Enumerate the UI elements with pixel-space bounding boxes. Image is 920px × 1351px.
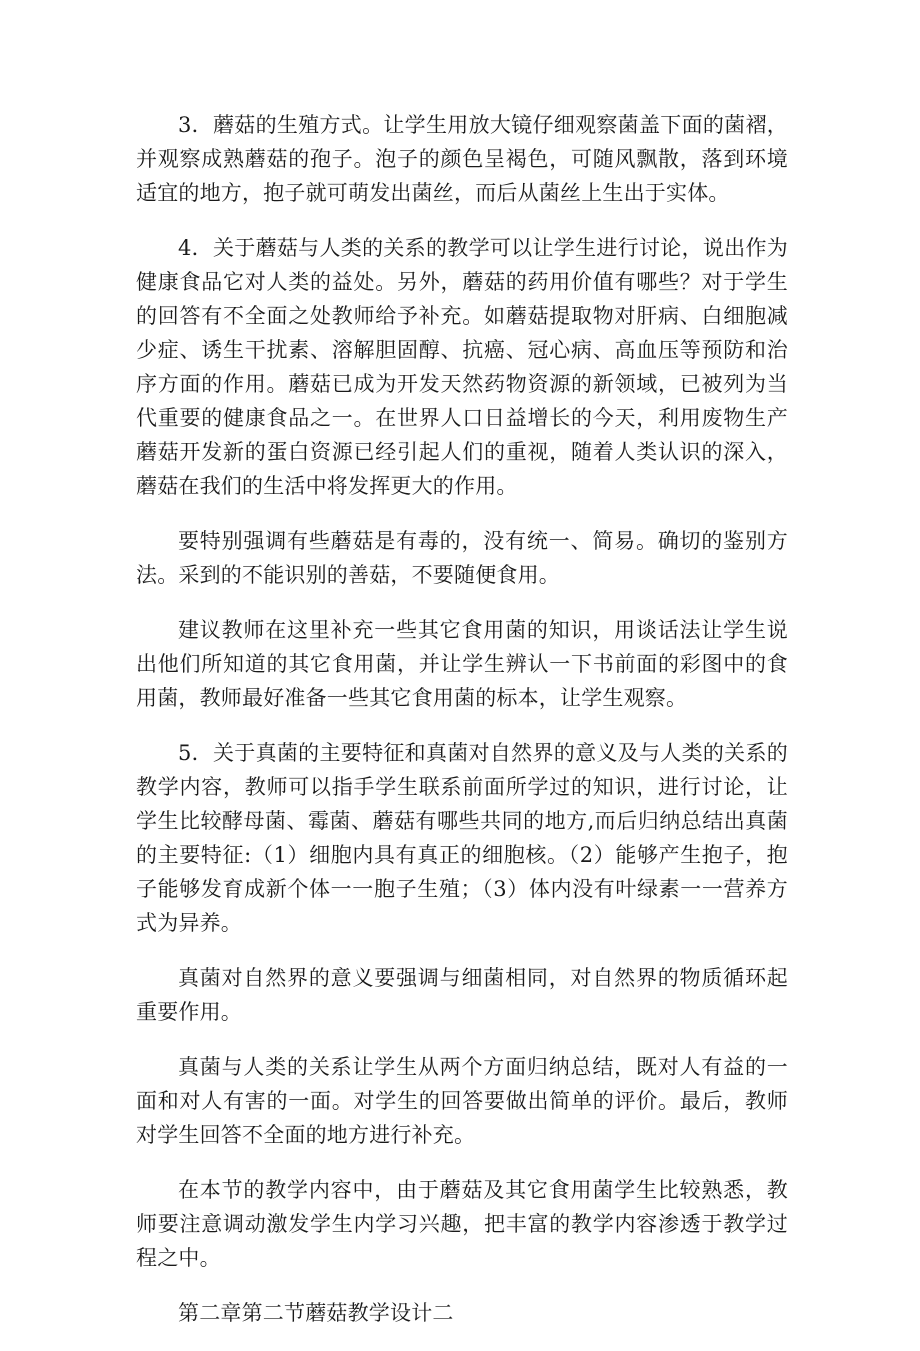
paragraph-poisonous-mushroom-warning: 要特别强调有些蘑菇是有毒的，没有统一、简易。确切的鉴别方法。采到的不能识别的善菇，不要随便食用。 [136, 529, 788, 587]
paragraph-mushroom-reproduction: 3．蘑菇的生殖方式。让学生用放大镜仔细观察菌盖下面的菌褶，并观察成熟蘑菇的孢子。泡子的颜色呈褐色，可随风飘散，落到环境适宜的地方，抱子就可萌发出菌丝，而后从菌丝上生出于实体。 [136, 113, 788, 205]
paragraph-teaching-note: 在本节的教学内容中，由于蘑菇及其它食用菌学生比较熟悉，教师要注意调动激发学生内学习兴趣，把丰富的教学内容渗透于教学过程之中。 [136, 1178, 788, 1270]
paragraph-edible-fungi-suggestion: 建议教师在这里补充一些其它食用菌的知识，用谈话法让学生说出他们所知道的其它食用菌，并让学生辨认一下书前面的彩图中的食用菌，教师最好准备一些其它食用菌的标本，让学生观察。 [136, 618, 788, 710]
paragraph-fungi-human-relation: 真菌与人类的关系让学生从两个方面归纳总结，既对人有益的一面和对人有害的一面。对学生的回答要做出简单的评价。最后，教师对学生回答不全面的地方进行补充。 [136, 1055, 788, 1147]
paragraph-fungi-main-features: 5．关于真菌的主要特征和真菌对自然界的意义及与人类的关系的教学内容，教师可以指手学生联系前面所学过的知识，进行讨论，让学生比较酵母菌、霉菌、蘑菇有哪些共同的地方,而后归纳总结出真菌的主要特征:（1）细胞内具有真正的细胞核。（2）能够产生抱子，抱子能够发育成新个体一一胞子生殖；（3）体内没有叶绿素一一营养方式为异养。 [136, 741, 788, 935]
section-heading: 第二章第二节蘑菇教学设计二 [178, 1301, 454, 1325]
paragraph-mushroom-human-relation: 4．关于蘑菇与人类的关系的教学可以让学生进行讨论，说出作为健康食品它对人类的益处。另外，蘑菇的药用价值有哪些？对于学生的回答有不全面之处教师给予补充。如蘑菇提取物对肝病、白细胞减少症、诱生干扰素、溶解胆固醇、抗癌、冠心病、高血压等预防和治序方面的作用。蘑菇已成为开发天然药物资源的新领域，已被列为当代重要的健康食品之一。在世界人口日益增长的今天，利用废物生产蘑菇开发新的蛋白资源已经引起人们的重视，随着人类认识的深入，蘑菇在我们的生活中将发挥更大的作用。 [136, 236, 788, 498]
document-body [136, 108, 788, 1351]
paragraph-fungi-nature-significance: 真菌对自然界的意义要强调与细菌相同，对自然界的物质循环起重要作用。 [136, 966, 788, 1024]
